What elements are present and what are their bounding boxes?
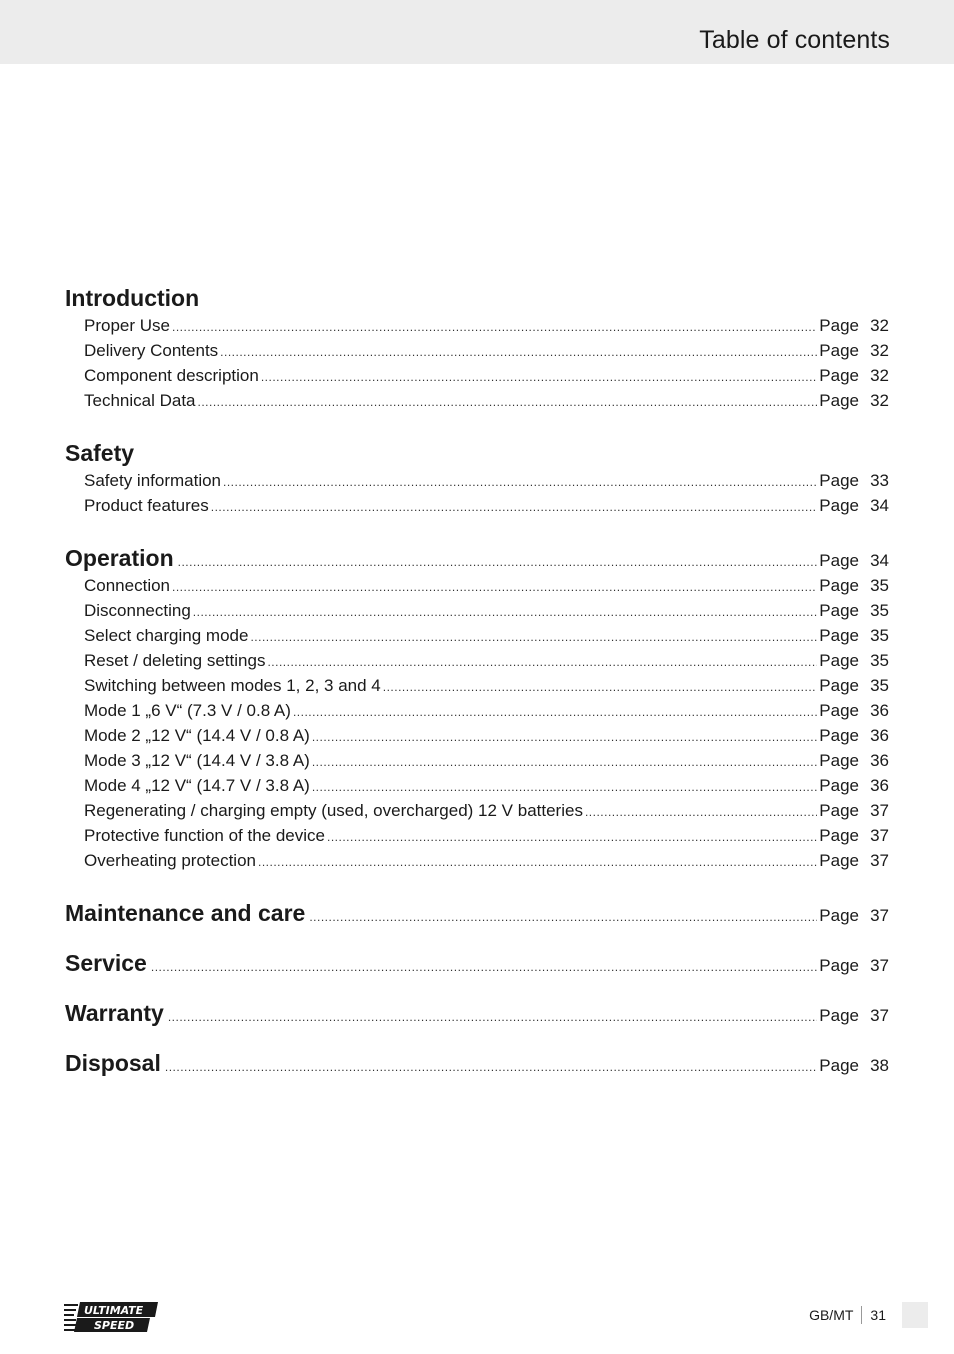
toc-entry-page: Page 32 [819,341,889,360]
dot-leader [312,725,817,750]
toc-entry[interactable] [65,493,889,518]
toc-heading[interactable] [65,998,889,1028]
dot-leader [151,952,817,982]
toc-heading-label: Safety [65,440,135,466]
toc-heading-page: Page 37 [819,956,889,975]
brand-logo [64,1301,160,1333]
dot-leader [383,675,818,700]
dot-leader [267,650,817,675]
toc-entry-page: Page 36 [819,776,889,795]
toc-entry[interactable] [65,648,889,673]
svg-text:SPEED: SPEED [94,1319,135,1332]
dot-leader [168,1002,817,1032]
toc-heading[interactable] [65,438,889,468]
toc-entry-label: Product features [84,496,209,515]
toc-entry-label: Reset / deleting settings [84,651,266,670]
table-of-contents [65,283,889,1078]
dot-leader [258,850,817,875]
dot-leader [261,365,817,390]
toc-heading-page: Page 37 [819,1006,889,1025]
toc-entry[interactable] [65,673,889,698]
page-title: Table of contents [699,26,890,54]
toc-entry[interactable] [65,848,889,873]
toc-entry-page: Page 35 [819,626,889,645]
toc-section-introduction [65,283,889,413]
toc-entry-page: Page 34 [819,496,889,515]
dot-leader [223,470,817,495]
toc-entry-page: Page 36 [819,726,889,745]
toc-entry-label: Proper Use [84,316,170,335]
toc-entry-label: Protective function of the device [84,826,325,845]
toc-entry-label: Mode 3 „12 V“ (14.4 V / 3.8 A) [84,751,310,770]
toc-entry[interactable] [65,313,889,338]
dot-leader [293,700,817,725]
toc-heading-page: Page 37 [819,906,889,925]
toc-entry-page: Page 35 [819,676,889,695]
footer-page-number: 31 [870,1307,886,1323]
page-footer [809,1302,928,1328]
toc-entry-label: Mode 2 „12 V“ (14.4 V / 0.8 A) [84,726,310,745]
toc-entry-page: Page 37 [819,826,889,845]
toc-section-warranty [65,998,889,1028]
dot-leader [312,775,817,800]
dot-leader [172,315,817,340]
toc-entry-label: Mode 1 „6 V“ (7.3 V / 0.8 A) [84,701,291,720]
toc-entry-label: Mode 4 „12 V“ (14.7 V / 3.8 A) [84,776,310,795]
toc-entry-page: Page 36 [819,701,889,720]
toc-entry[interactable] [65,748,889,773]
dot-leader [250,625,817,650]
dot-leader [312,750,817,775]
toc-heading[interactable] [65,543,889,573]
toc-entry-page: Page 32 [819,366,889,385]
svg-text:ULTIMATE: ULTIMATE [84,1304,144,1317]
footer-tab-marker [902,1302,928,1328]
toc-entry-label: Disconnecting [84,601,191,620]
toc-entry[interactable] [65,598,889,623]
toc-entry-page: Page 32 [819,316,889,335]
toc-entry[interactable] [65,338,889,363]
toc-entry-page: Page 33 [819,471,889,490]
toc-heading-label: Disposal [65,1050,161,1076]
toc-heading-label: Introduction [65,285,200,311]
dot-leader [172,575,817,600]
toc-entry[interactable] [65,798,889,823]
toc-heading-page: Page 38 [819,1056,889,1075]
toc-entry-page: Page 35 [819,651,889,670]
toc-entry[interactable] [65,773,889,798]
toc-entry-label: Overheating protection [84,851,256,870]
toc-section-safety [65,438,889,518]
toc-heading-label: Service [65,950,147,976]
dot-leader [220,340,817,365]
toc-entry[interactable] [65,823,889,848]
toc-section-service [65,948,889,978]
toc-entry-label: Technical Data [84,391,196,410]
dot-leader [198,390,818,415]
toc-entry-label: Switching between modes 1, 2, 3 and 4 [84,676,381,695]
toc-heading[interactable] [65,283,889,313]
toc-entry-label: Select charging mode [84,626,249,645]
toc-entry-page: Page 37 [819,801,889,820]
toc-entry-label: Safety information [84,471,222,490]
dot-leader [327,825,817,850]
toc-heading-label: Warranty [65,1000,164,1026]
toc-entry-label: Component description [84,366,259,385]
dot-leader [193,600,818,625]
toc-entry[interactable] [65,363,889,388]
toc-heading-label: Maintenance and care [65,900,306,926]
toc-entry-label: Connection [84,576,171,595]
toc-entry[interactable] [65,573,889,598]
toc-entry[interactable] [65,388,889,413]
toc-entry[interactable] [65,723,889,748]
toc-entry[interactable] [65,623,889,648]
toc-entry-page: Page 37 [819,851,889,870]
dot-leader [165,1052,817,1082]
toc-heading-page: Page 34 [819,551,889,570]
toc-section-maintenance [65,898,889,928]
toc-entry-page: Page 35 [819,601,889,620]
toc-heading[interactable] [65,898,889,928]
dot-leader [309,902,817,932]
toc-entry-page: Page 32 [819,391,889,410]
toc-entry-label: Regenerating / charging empty (used, overcharged) 12 V batteries [84,801,583,820]
toc-heading-label: Operation [65,545,174,571]
toc-entry[interactable] [65,468,889,493]
toc-section-disposal [65,1048,889,1078]
toc-entry-page: Page 35 [819,576,889,595]
footer-locale: GB/MT [809,1307,854,1323]
footer-divider [861,1306,862,1324]
dot-leader [178,547,818,577]
toc-heading[interactable] [65,948,889,978]
toc-entry[interactable] [65,698,889,723]
toc-entry-label: Delivery Contents [84,341,219,360]
dot-leader [211,495,818,520]
toc-entry-page: Page 36 [819,751,889,770]
toc-section-operation [65,543,889,873]
dot-leader [585,800,817,825]
toc-heading[interactable] [65,1048,889,1078]
